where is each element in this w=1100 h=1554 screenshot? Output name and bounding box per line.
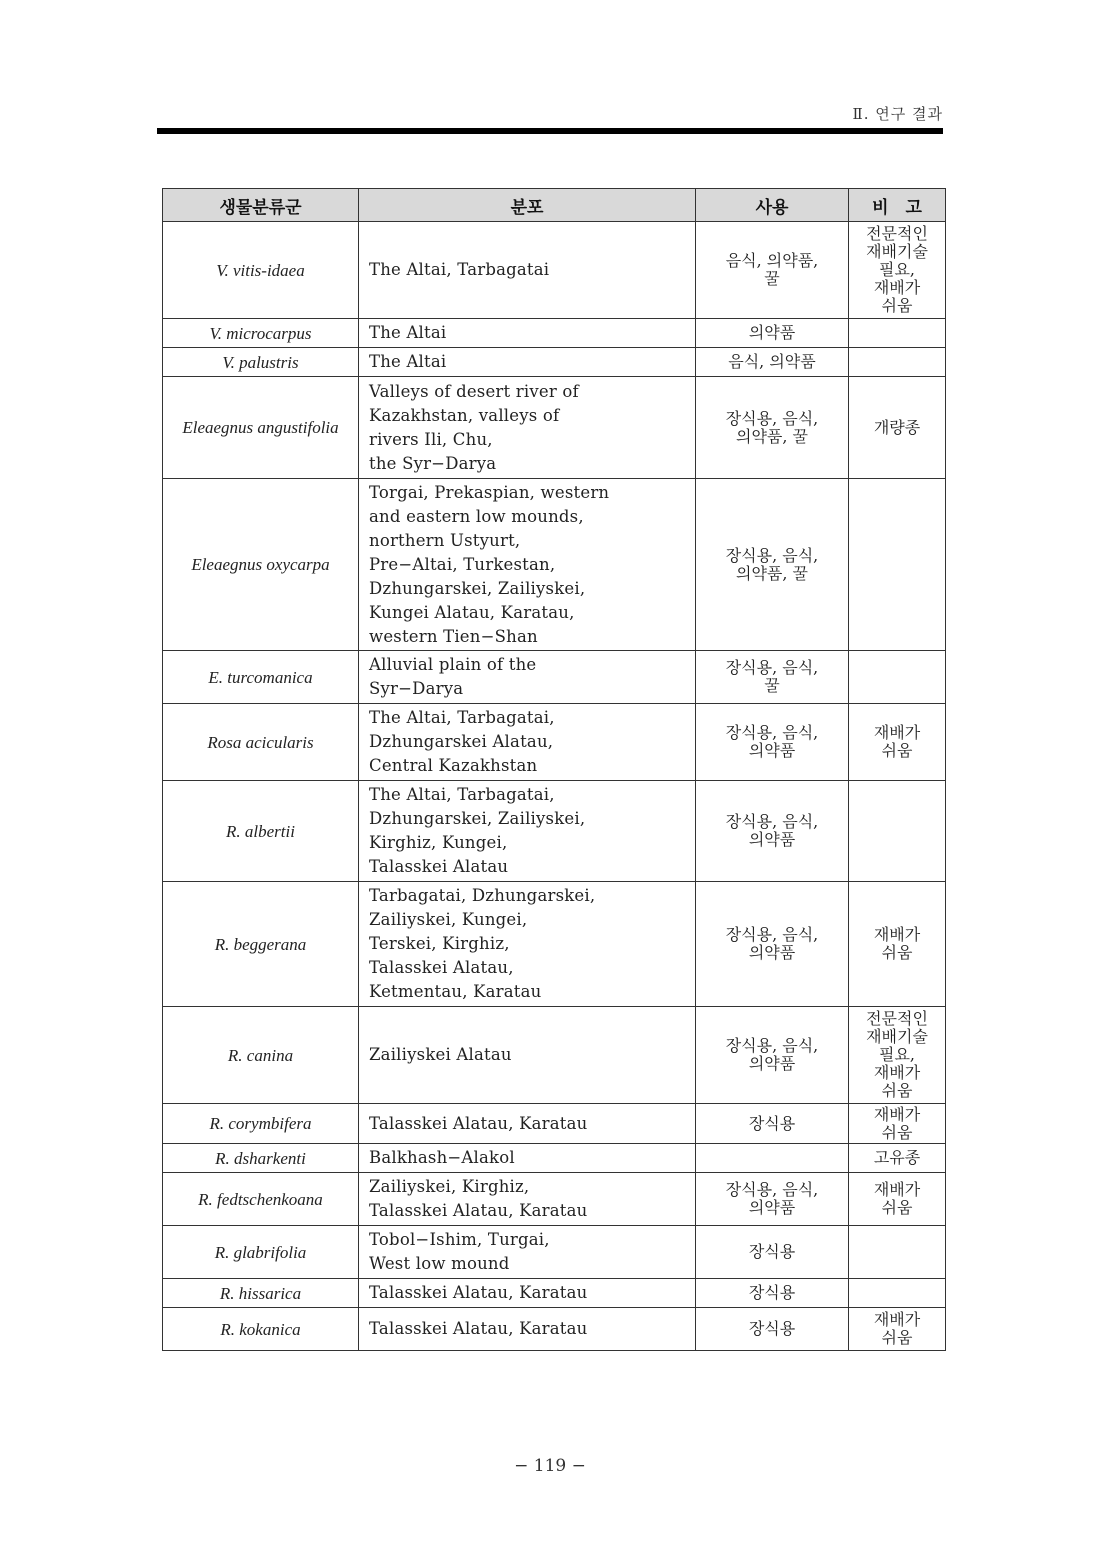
taxon-cell: R. albertii: [163, 781, 359, 882]
taxon-cell: R. canina: [163, 1007, 359, 1104]
use-line: 의약품: [748, 1198, 796, 1217]
use-line: 의약품: [748, 323, 796, 342]
species-table: [162, 188, 946, 1351]
distribution-line: Talasskei Alatau, Karatau: [369, 1283, 588, 1302]
distribution-line: The Altai, Tarbagatai,: [369, 785, 555, 804]
use-line: 의약품, 꿀: [736, 563, 808, 583]
distribution-line: The Altai: [369, 323, 447, 342]
note-line: 필요,: [879, 1045, 915, 1064]
distribution-line: Terskei, Kirghiz,: [369, 934, 510, 953]
note-line: 재배기술: [866, 1027, 928, 1046]
running-header: Ⅱ. 연구 결과: [852, 105, 943, 123]
note-cell: [849, 1144, 946, 1173]
note-cell: [849, 319, 946, 348]
use-cell: [696, 377, 849, 479]
taxon-cell: R. corymbifera: [163, 1104, 359, 1144]
distribution-line: Torgai, Prekaspian, western: [369, 482, 610, 502]
distribution-line: Central Kazakhstan: [369, 756, 538, 775]
note-cell: [849, 1007, 946, 1104]
table-row: [163, 882, 946, 1007]
use-cell: [696, 1144, 849, 1173]
distribution-line: Zailiyskei, Kungei,: [369, 910, 528, 929]
use-cell: [696, 704, 849, 781]
distribution-cell: [359, 1104, 696, 1144]
use-line: 장식용, 음식,: [725, 545, 819, 565]
note-cell: [849, 651, 946, 704]
use-cell: [696, 348, 849, 377]
distribution-cell: [359, 1279, 696, 1308]
table-row: [163, 479, 946, 651]
note-cell: [849, 1104, 946, 1144]
use-line: 장식용, 음식,: [725, 925, 819, 944]
table-row: [163, 1144, 946, 1173]
use-line: 의약품: [748, 1054, 796, 1073]
note-line: 재배가: [873, 723, 921, 742]
note-cell: [849, 479, 946, 651]
use-line: 의약품, 꿀: [736, 426, 808, 446]
distribution-line: western Tien−Shan: [369, 626, 538, 646]
note-line: 전문적인: [866, 1009, 928, 1028]
use-cell: [696, 1226, 849, 1279]
column-header-distribution: 분포: [359, 189, 696, 222]
distribution-cell: [359, 1173, 696, 1226]
table-row: [163, 1308, 946, 1351]
table-row: [163, 319, 946, 348]
distribution-line: Dzhungarskei, Zailiyskei,: [369, 578, 586, 598]
use-line: 장식용, 음식,: [725, 408, 819, 428]
table-row: [163, 377, 946, 479]
distribution-line: Syr−Darya: [369, 679, 464, 698]
distribution-line: Dzhungarskei Alatau,: [369, 732, 554, 751]
note-line: 전문적인: [866, 224, 928, 243]
use-cell: [696, 1007, 849, 1104]
taxon-cell: E. turcomanica: [163, 651, 359, 704]
distribution-cell: [359, 781, 696, 882]
use-cell: [696, 781, 849, 882]
distribution-line: Talasskei Alatau, Karatau: [369, 1113, 588, 1133]
table-row: [163, 704, 946, 781]
note-line: 재배기술: [866, 242, 928, 261]
taxon-cell: R. fedtschenkoana: [163, 1173, 359, 1226]
note-line: 재배가: [873, 1180, 921, 1199]
page-number: − 119 −: [514, 1456, 586, 1476]
use-line: 의약품: [748, 741, 796, 760]
use-line: 장식용, 음식,: [725, 1036, 819, 1055]
note-cell: [849, 377, 946, 479]
table-row: [163, 1104, 946, 1144]
column-header-use: 사용: [696, 189, 849, 222]
table-header-row: [163, 189, 946, 222]
distribution-cell: [359, 1226, 696, 1279]
note-cell: [849, 1279, 946, 1308]
distribution-line: Kirghiz, Kungei,: [369, 833, 508, 852]
note-line: 고유종: [873, 1148, 921, 1167]
distribution-line: Dzhungarskei, Zailiyskei,: [369, 809, 586, 828]
table-row: [163, 348, 946, 377]
note-line: 재배가: [873, 925, 921, 944]
note-line: 재배가: [873, 1063, 921, 1082]
use-cell: [696, 479, 849, 651]
taxon-cell: V. palustris: [163, 348, 359, 377]
column-header-note: 비 고: [849, 189, 946, 222]
table-body: [163, 222, 946, 1351]
use-line: 장식용: [748, 1113, 796, 1133]
distribution-line: Valleys of desert river of: [369, 381, 579, 401]
note-line: 재배가: [873, 1310, 921, 1329]
taxon-cell: R. dsharkenti: [163, 1144, 359, 1173]
distribution-line: northern Ustyurt,: [369, 530, 521, 550]
table-row: [163, 781, 946, 882]
use-line: 의약품: [748, 943, 796, 962]
taxon-cell: R. beggerana: [163, 882, 359, 1007]
table-row: [163, 222, 946, 319]
note-line: 쉬움: [881, 1081, 913, 1100]
distribution-cell: [359, 319, 696, 348]
distribution-cell: [359, 222, 696, 319]
distribution-cell: [359, 704, 696, 781]
taxon-cell: V. vitis-idaea: [163, 222, 359, 319]
distribution-cell: [359, 651, 696, 704]
note-line: 필요,: [879, 260, 915, 279]
distribution-cell: [359, 882, 696, 1007]
use-line: 꿀: [764, 676, 780, 695]
use-cell: [696, 651, 849, 704]
note-line: 쉬움: [881, 1328, 913, 1347]
note-line: 쉬움: [881, 741, 913, 760]
distribution-line: Talasskei Alatau, Karatau: [369, 1319, 588, 1338]
distribution-line: Talasskei Alatau, Karatau: [369, 1201, 588, 1220]
use-line: 장식용, 음식,: [725, 1180, 819, 1199]
table-row: [163, 1173, 946, 1226]
distribution-line: Ketmentau, Karatau: [369, 982, 542, 1001]
distribution-line: Tarbagatai, Dzhungarskei,: [369, 886, 596, 905]
distribution-line: Alluvial plain of the: [369, 655, 537, 674]
distribution-cell: [359, 348, 696, 377]
use-cell: [696, 222, 849, 319]
use-line: 꿀: [764, 269, 780, 288]
distribution-line: Talasskei Alatau,: [369, 958, 514, 977]
distribution-line: Kazakhstan, valleys of: [369, 405, 560, 425]
distribution-line: The Altai, Tarbagatai: [369, 260, 550, 279]
column-header-taxon: 생물분류군: [163, 189, 359, 222]
distribution-cell: [359, 1144, 696, 1173]
taxon-cell: R. kokanica: [163, 1308, 359, 1351]
distribution-line: Talasskei Alatau: [369, 857, 509, 876]
taxon-cell: V. microcarpus: [163, 319, 359, 348]
distribution-line: Tobol−Ishim, Turgai,: [369, 1230, 550, 1249]
distribution-line: The Altai, Tarbagatai,: [369, 708, 555, 727]
distribution-line: West low mound: [369, 1254, 510, 1273]
use-cell: [696, 1279, 849, 1308]
taxon-cell: Rosa acicularis: [163, 704, 359, 781]
use-cell: [696, 1104, 849, 1144]
distribution-line: the Syr−Darya: [369, 453, 497, 473]
distribution-line: Kungei Alatau, Karatau,: [369, 602, 575, 622]
use-cell: [696, 319, 849, 348]
note-line: 쉬움: [881, 296, 913, 315]
note-cell: [849, 1226, 946, 1279]
note-cell: [849, 781, 946, 882]
use-line: 의약품: [748, 830, 796, 849]
note-cell: [849, 882, 946, 1007]
use-cell: [696, 1173, 849, 1226]
distribution-line: and eastern low mounds,: [369, 506, 584, 526]
note-line: 쉬움: [881, 1122, 913, 1142]
taxon-cell: Eleaegnus oxycarpa: [163, 479, 359, 651]
use-line: 장식용: [748, 1242, 796, 1261]
note-line: 쉬움: [881, 943, 913, 962]
distribution-cell: [359, 377, 696, 479]
note-cell: [849, 222, 946, 319]
distribution-line: rivers Ili, Chu,: [369, 429, 493, 449]
note-cell: [849, 348, 946, 377]
header-rule: [157, 128, 943, 134]
taxon-cell: R. glabrifolia: [163, 1226, 359, 1279]
distribution-line: Pre−Altai, Turkestan,: [369, 554, 556, 574]
use-line: 장식용, 음식,: [725, 812, 819, 831]
note-cell: [849, 1173, 946, 1226]
taxon-cell: R. hissarica: [163, 1279, 359, 1308]
distribution-cell: [359, 479, 696, 651]
note-cell: [849, 704, 946, 781]
use-cell: [696, 882, 849, 1007]
note-cell: [849, 1308, 946, 1351]
distribution-line: Zailiyskei Alatau: [369, 1045, 512, 1064]
table-row: [163, 651, 946, 704]
distribution-cell: [359, 1308, 696, 1351]
distribution-cell: [359, 1007, 696, 1104]
note-line: 개량종: [873, 417, 921, 437]
use-line: 장식용: [748, 1319, 796, 1338]
table-row: [163, 1279, 946, 1308]
use-line: 음식, 의약품: [728, 352, 816, 371]
use-line: 장식용, 음식,: [725, 658, 819, 677]
table-row: [163, 1226, 946, 1279]
taxon-cell: Eleaegnus angustifolia: [163, 377, 359, 479]
use-line: 장식용: [748, 1283, 796, 1302]
note-line: 재배가: [873, 1104, 921, 1124]
use-line: 음식, 의약품,: [725, 251, 819, 270]
distribution-line: The Altai: [369, 352, 447, 371]
note-line: 재배가: [873, 278, 921, 297]
use-cell: [696, 1308, 849, 1351]
note-line: 쉬움: [881, 1198, 913, 1217]
distribution-line: Balkhash−Alakol: [369, 1148, 515, 1167]
table-row: [163, 1007, 946, 1104]
use-line: 장식용, 음식,: [725, 723, 819, 742]
distribution-line: Zailiyskei, Kirghiz,: [369, 1177, 530, 1196]
